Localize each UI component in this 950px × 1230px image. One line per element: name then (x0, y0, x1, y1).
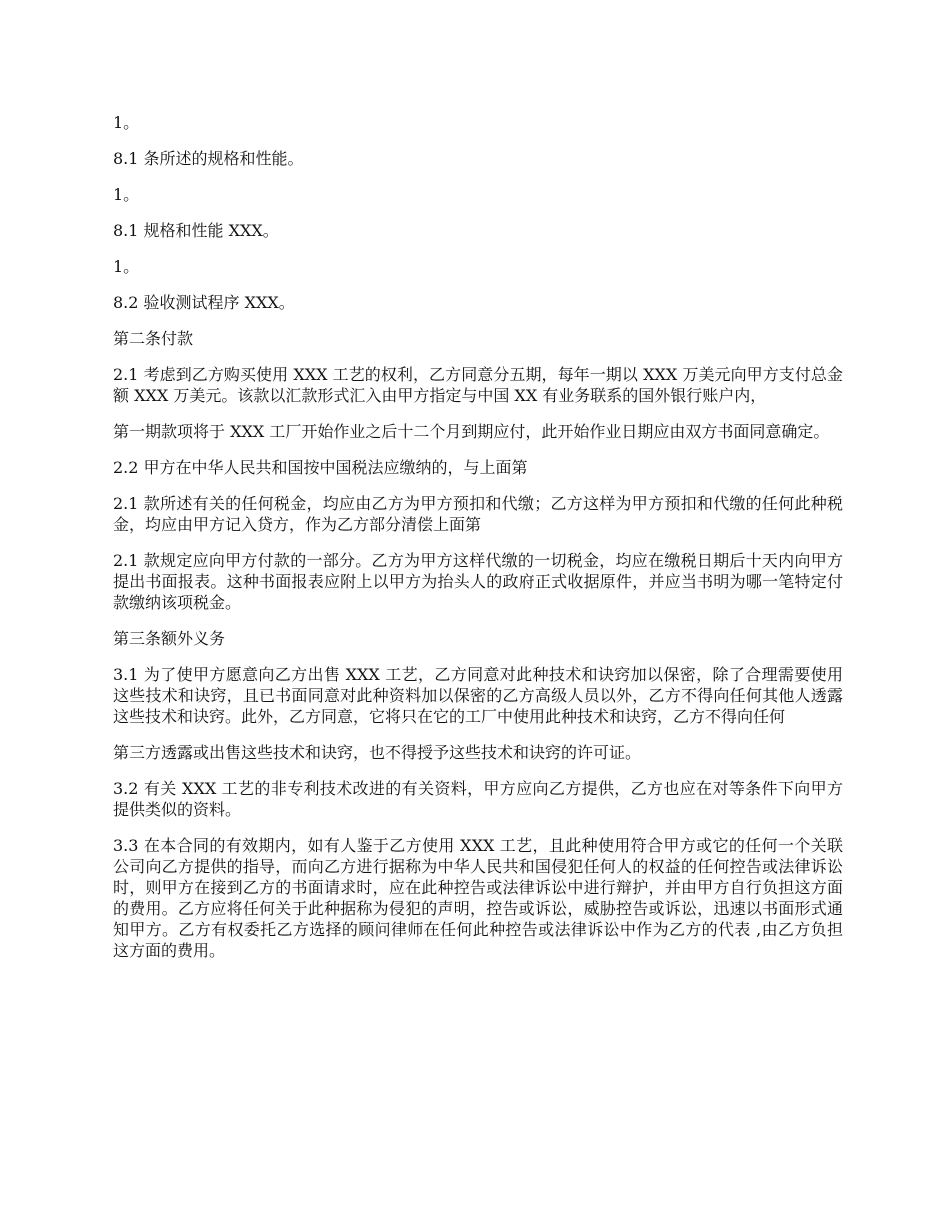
paragraph-clause-2-2: 2.2 甲方在中华人民共和国按中国税法应缴纳的，与上面第 (113, 458, 528, 477)
paragraph-item-1c: 1。 (113, 257, 140, 276)
section-heading-payment: 第二条付款 (113, 329, 194, 348)
paragraph-clause-8-2: 8.2 验收测试程序 XXX。 (113, 293, 295, 312)
paragraph-clause-8-1: 8.1 规格和性能 XXX。 (113, 221, 279, 240)
paragraph-clause-3-2: 3.2 有关 XXX 工艺的非专利技术改进的有关资料，甲方应向乙方提供，乙方也应在对等条件下向甲方提供类似的资料。 (113, 779, 843, 819)
paragraph-item-1b: 1。 (113, 185, 140, 204)
paragraph-clause-8-1-ref: 8.1 条所述的规格和性能。 (113, 149, 304, 168)
section-heading-additional-obligations: 第三条额外义务 (113, 629, 226, 648)
paragraph-third-party: 第三方透露或出售这些技术和诀窍，也不得授予这些技术和诀窍的许可证。 (113, 743, 642, 762)
paragraph-clause-3-1: 3.1 为了使甲方愿意向乙方出售 XXX 工艺，乙方同意对此种技术和诀窍加以保密，除了合理需要使用这些技术和诀窍，且已书面同意对此种资料加以保密的乙方高级人员以外，乙方不得向任何其他人透露这些技术和诀窍。此外，乙方同意，它将只在它的工厂中使用此种技术和诀窍，乙方不得向任何 (113, 665, 843, 726)
paragraph-item-1: 1。 (113, 113, 140, 132)
paragraph-first-installment: 第一期款项将于 XXX 工厂开始作业之后十二个月到期应付，此开始作业日期应由双方书面同意确定。 (113, 422, 830, 441)
paragraph-clause-3-3: 3.3 在本合同的有效期内，如有人鉴于乙方使用 XXX 工艺，且此种使用符合甲方或它的任何一个关联公司向乙方提供的指导，而向乙方进行据称为中华人民共和国侵犯任何人的权益的任何控告或法律诉讼时，则甲方在接到乙方的书面请求时，应在此种控告或法律诉讼中进行辩护，并由甲方自行负担这方面的费用。乙方应将任何关于此种据称为侵犯的声明，控告或诉讼，威胁控告或诉讼，迅速以书面形式通知甲方。乙方有权委托乙方选择的顾问律师在任何此种控告或法律诉讼中作为乙方的代表 ,由乙方负担这方面的费用。 (113, 836, 843, 960)
paragraph-clause-2-1-payment: 2.1 款规定应向甲方付款的一部分。乙方为甲方这样代缴的一切税金，均应在缴税日期后十天内向甲方提出书面报表。这种书面报表应附上以甲方为抬头人的政府正式收据原件，并应当书明为哪一笔特定付款缴纳该项税金。 (113, 551, 843, 612)
document-page (113, 112, 843, 976)
paragraph-clause-2-1: 2.1 考虑到乙方购买使用 XXX 工艺的权利，乙方同意分五期，每年一期以 XXX 万美元向甲方支付总金额 XXX 万美元。该款以汇款形式汇入由甲方指定与中国 XX 有业务联系的国外银行账户内， (113, 365, 843, 405)
paragraph-clause-2-1-taxes: 2.1 款所述有关的任何税金，均应由乙方为甲方预扣和代缴；乙方这样为甲方预扣和代缴的任何此种税金，均应由甲方记入贷方，作为乙方部分清偿上面第 (113, 494, 843, 534)
